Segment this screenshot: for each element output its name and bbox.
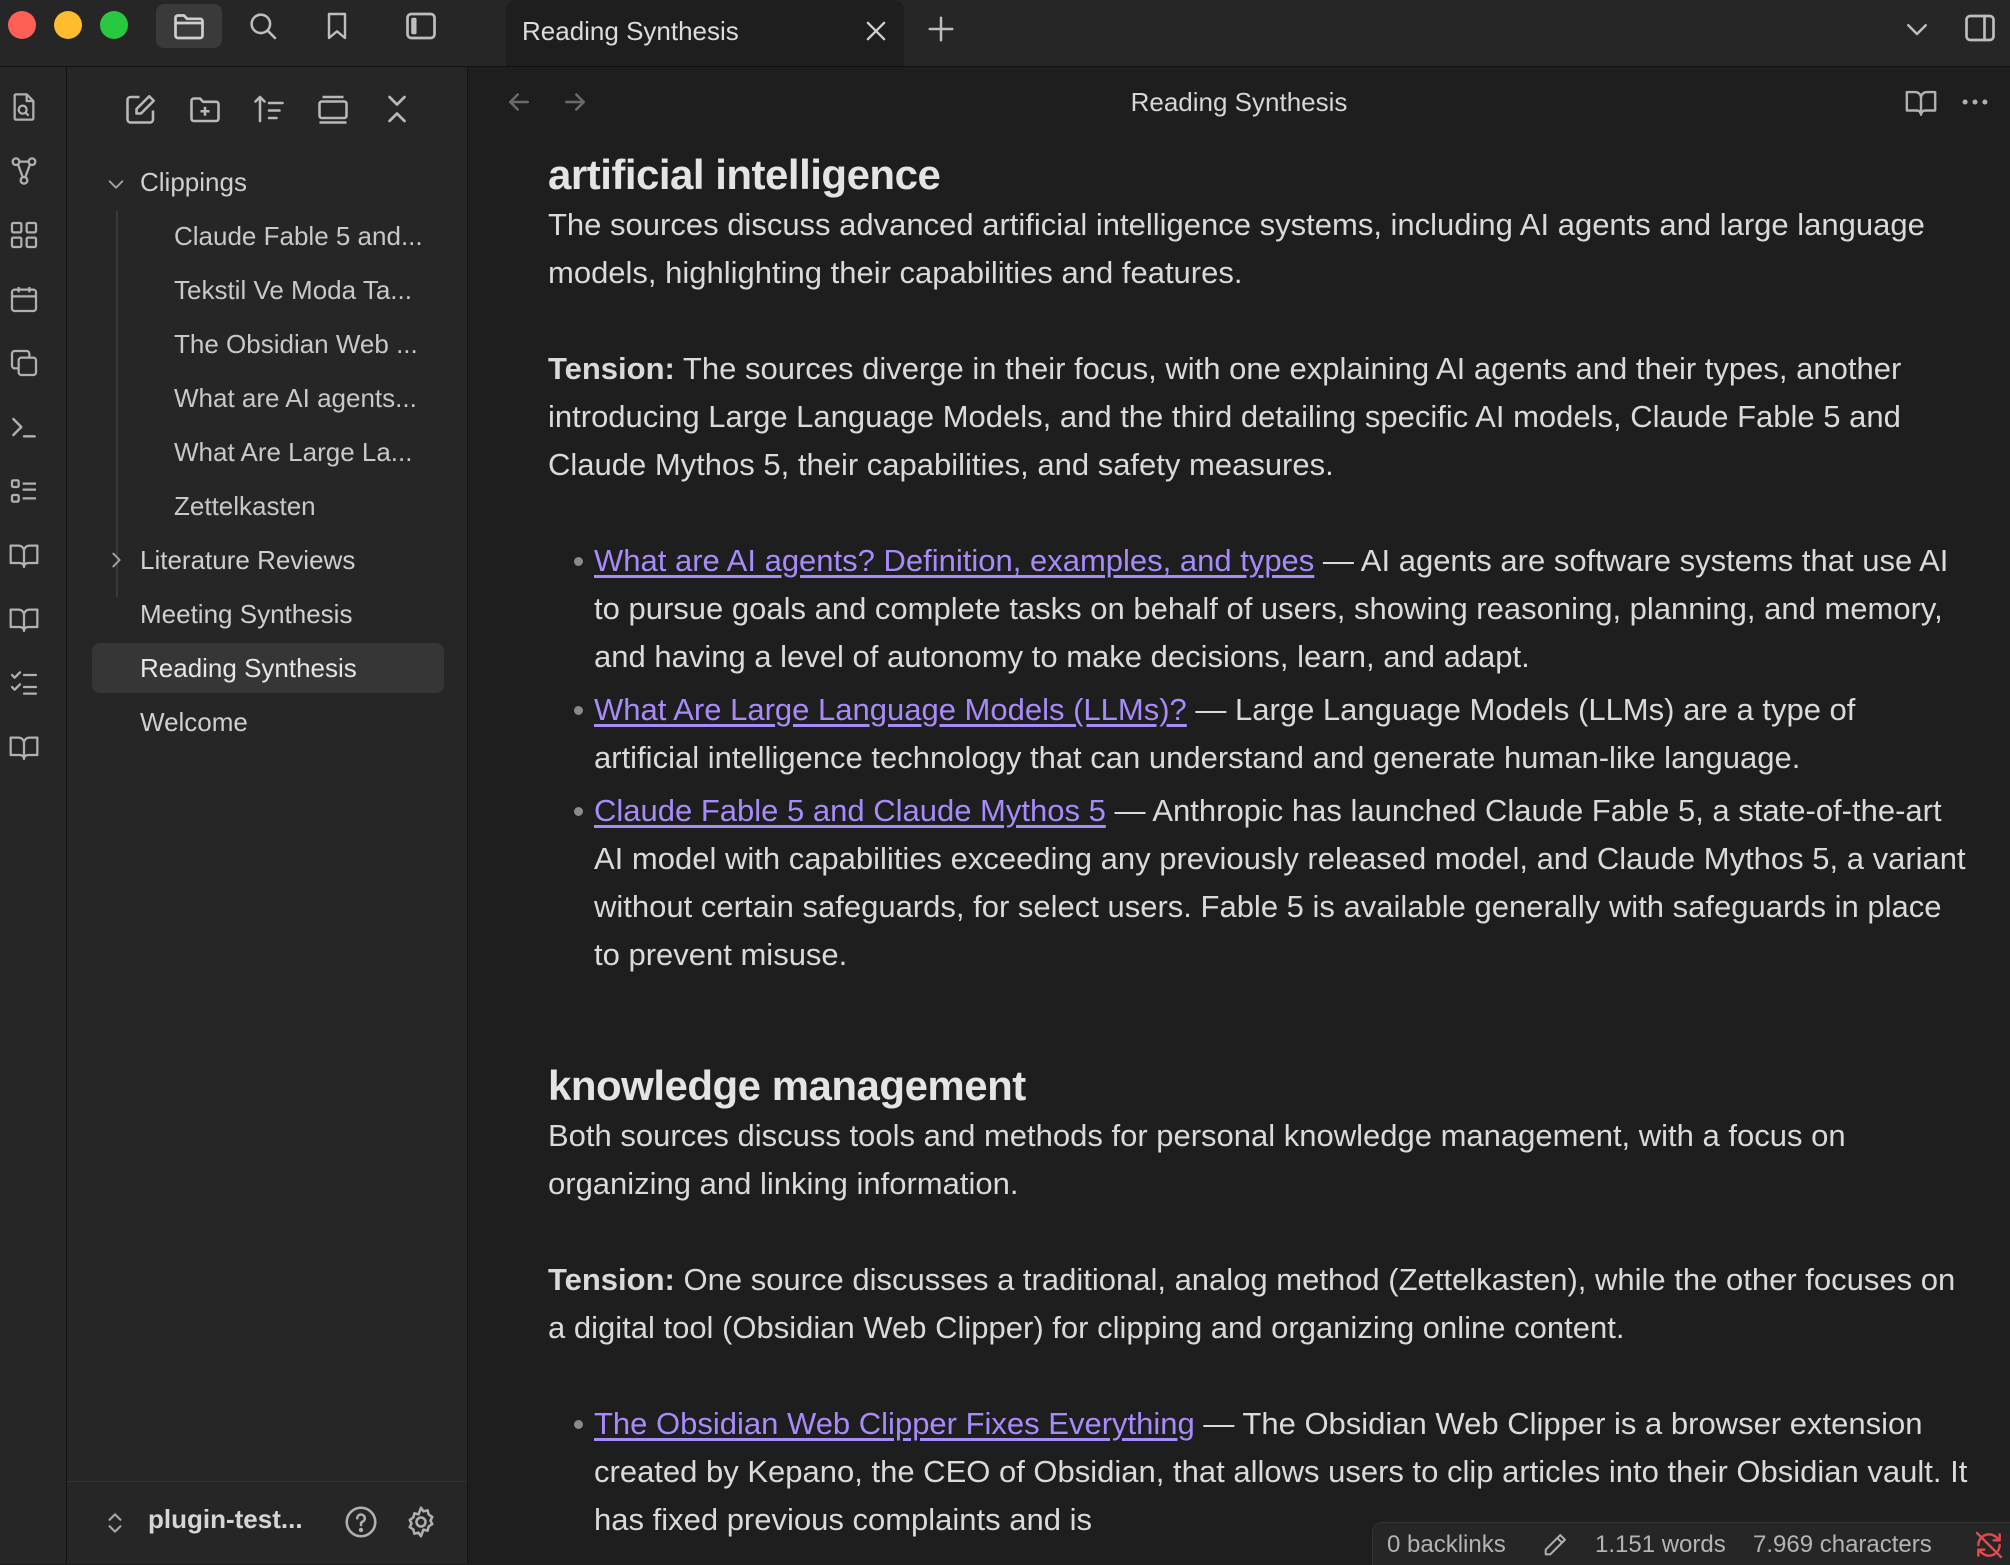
sync-error-icon[interactable] xyxy=(1973,1529,2005,1561)
section-heading: artificial intelligence xyxy=(548,151,941,198)
copy-icon[interactable] xyxy=(8,347,40,379)
plus-icon[interactable] xyxy=(926,14,956,44)
file-tekstil[interactable]: Tekstil Ve Moda Ta... xyxy=(174,275,412,305)
item-description: — The Obsidian Web Clipper is a browser extension created by Kepano, the CEO of Obsidian, that allows users to clip articles into their Obsidian vault. It has fixed previous complaints and is xyxy=(594,1406,1968,1537)
tab-title: Reading Synthesis xyxy=(522,16,739,46)
item-description: — Anthropic has launched Claude Fable 5, a state-of-the-art AI model with capabilities exceeding any previously released model, and Claude Mythos 5, a variant without certain safeguards, for select users. Fable 5 is available generally with safeguards in place to prevent misuse. xyxy=(594,793,1966,972)
chevron-right-icon[interactable] xyxy=(105,549,127,571)
file-explorer-toggle[interactable] xyxy=(156,4,222,48)
chevron-down-icon[interactable] xyxy=(105,173,127,195)
new-note-icon[interactable] xyxy=(123,91,159,127)
file-large-language[interactable]: What Are Large La... xyxy=(174,437,413,467)
file-reading-synthesis[interactable]: Reading Synthesis xyxy=(140,653,357,683)
zoom-window-button[interactable] xyxy=(100,11,128,39)
word-count: 1.151 words xyxy=(1595,1531,1726,1558)
bookmarks-toggle[interactable] xyxy=(304,4,370,48)
note-content[interactable] xyxy=(548,149,1968,1549)
vault-name[interactable]: plugin-test... xyxy=(148,1504,303,1534)
file-search-icon[interactable] xyxy=(8,91,40,123)
internal-link[interactable]: What are AI agents? Definition, examples, and types xyxy=(594,543,1315,578)
blocks-icon[interactable] xyxy=(8,219,40,251)
book-open-icon[interactable] xyxy=(8,539,40,571)
character-count: 7.969 characters xyxy=(1753,1531,1932,1558)
sort-icon[interactable] xyxy=(251,91,287,127)
ribbon xyxy=(0,67,67,1564)
chevron-down-icon[interactable] xyxy=(1902,14,1932,44)
search-toggle[interactable] xyxy=(230,4,296,48)
bullet xyxy=(574,1420,583,1429)
title-bar xyxy=(0,0,2010,67)
file-meeting-synthesis[interactable]: Meeting Synthesis xyxy=(140,599,353,629)
search-icon xyxy=(246,9,280,43)
left-sidebar-toggle[interactable] xyxy=(388,4,454,48)
close-window-button[interactable] xyxy=(8,11,36,39)
file-ai-agents[interactable]: What are AI agents... xyxy=(174,383,417,413)
document-title[interactable]: Reading Synthesis xyxy=(1130,87,1348,117)
section-tension xyxy=(548,1256,1968,1352)
tension-text: One source discusses a traditional, analog method (Zettelkasten), while the other focuses on a digital tool (Obsidian Web Clipper) for clipping and organizing online content. xyxy=(548,1262,1956,1345)
close-icon[interactable] xyxy=(862,17,890,45)
tension-label: Tension: xyxy=(548,351,675,386)
internal-link[interactable]: What Are Large Language Models (LLMs)? xyxy=(594,692,1187,727)
section-summary: Both sources discuss tools and methods for personal knowledge management, with a focus on organizing and linking information. xyxy=(548,1118,1846,1201)
folder-clippings[interactable]: Clippings xyxy=(140,167,247,197)
source-list xyxy=(548,537,1968,979)
book-open-icon[interactable] xyxy=(8,731,40,763)
calendar-icon[interactable] xyxy=(8,283,40,315)
file-explorer xyxy=(67,67,468,1564)
close-all-icon[interactable] xyxy=(379,91,415,127)
reading-view-icon[interactable] xyxy=(1904,85,1938,119)
folder-icon xyxy=(171,8,207,44)
vault-switcher-icon[interactable] xyxy=(102,1508,128,1538)
checklist-icon[interactable] xyxy=(8,667,40,699)
section-summary: The sources discuss advanced artificial intelligence systems, including AI agents and large language models, highlighting their capabilities and features. xyxy=(548,207,1925,290)
right-sidebar-icon[interactable] xyxy=(1962,10,1998,46)
list-item xyxy=(548,537,1968,681)
minimize-window-button[interactable] xyxy=(54,11,82,39)
file-zettelkasten[interactable]: Zettelkasten xyxy=(174,491,316,521)
pencil-icon[interactable] xyxy=(1541,1531,1569,1559)
bullet xyxy=(574,706,583,715)
sidebar-toggle-icon xyxy=(403,8,439,44)
folder-literature-reviews[interactable]: Literature Reviews xyxy=(140,545,356,575)
vault-footer xyxy=(67,1481,467,1565)
internal-link[interactable]: Claude Fable 5 and Claude Mythos 5 xyxy=(594,793,1106,828)
list-item xyxy=(548,787,1968,979)
bullet xyxy=(574,807,583,816)
editor-pane xyxy=(468,67,2010,1564)
gear-icon[interactable] xyxy=(403,1504,439,1540)
internal-link[interactable]: The Obsidian Web Clipper Fixes Everything xyxy=(594,1406,1195,1441)
bullet xyxy=(574,557,583,566)
collapse-all-icon[interactable] xyxy=(315,91,351,127)
terminal-icon[interactable] xyxy=(8,411,40,443)
file-claude-fable[interactable]: Claude Fable 5 and... xyxy=(174,221,423,251)
section-tension xyxy=(548,345,1968,489)
file-obsidian-web[interactable]: The Obsidian Web ... xyxy=(174,329,418,359)
list-item xyxy=(548,686,1968,782)
bookmark-icon xyxy=(321,10,353,42)
file-welcome[interactable]: Welcome xyxy=(140,707,248,737)
tension-text: The sources diverge in their focus, with one explaining AI agents and their types, another introducing Large Language Models, and the third detailing specific AI models, Claude Fable 5 and Claude Mythos 5, their capabilities, and safety measures. xyxy=(548,351,1902,482)
new-folder-icon[interactable] xyxy=(187,91,223,127)
list-icon[interactable] xyxy=(8,475,40,507)
tab-reading-synthesis[interactable] xyxy=(506,0,904,66)
backlinks-count[interactable]: 0 backlinks xyxy=(1387,1531,1506,1558)
help-icon[interactable] xyxy=(343,1504,379,1540)
item-description: — Large Language Models (LLMs) are a type of artificial intelligence technology that can understand and generate human-like language. xyxy=(594,692,1856,775)
section-heading: knowledge management xyxy=(548,1062,1026,1109)
graph-icon[interactable] xyxy=(8,155,40,187)
tree-indent-guide xyxy=(116,211,118,597)
book-open-icon[interactable] xyxy=(8,603,40,635)
item-description: — AI agents are software systems that use AI to pursue goals and complete tasks on behalf of users, showing reasoning, planning, and memory, and having a level of autonomy to make decisions, learn, and adapt. xyxy=(594,543,1949,674)
status-bar xyxy=(1372,1522,2010,1565)
more-options-icon[interactable] xyxy=(1958,85,1992,119)
tension-label: Tension: xyxy=(548,1262,675,1297)
